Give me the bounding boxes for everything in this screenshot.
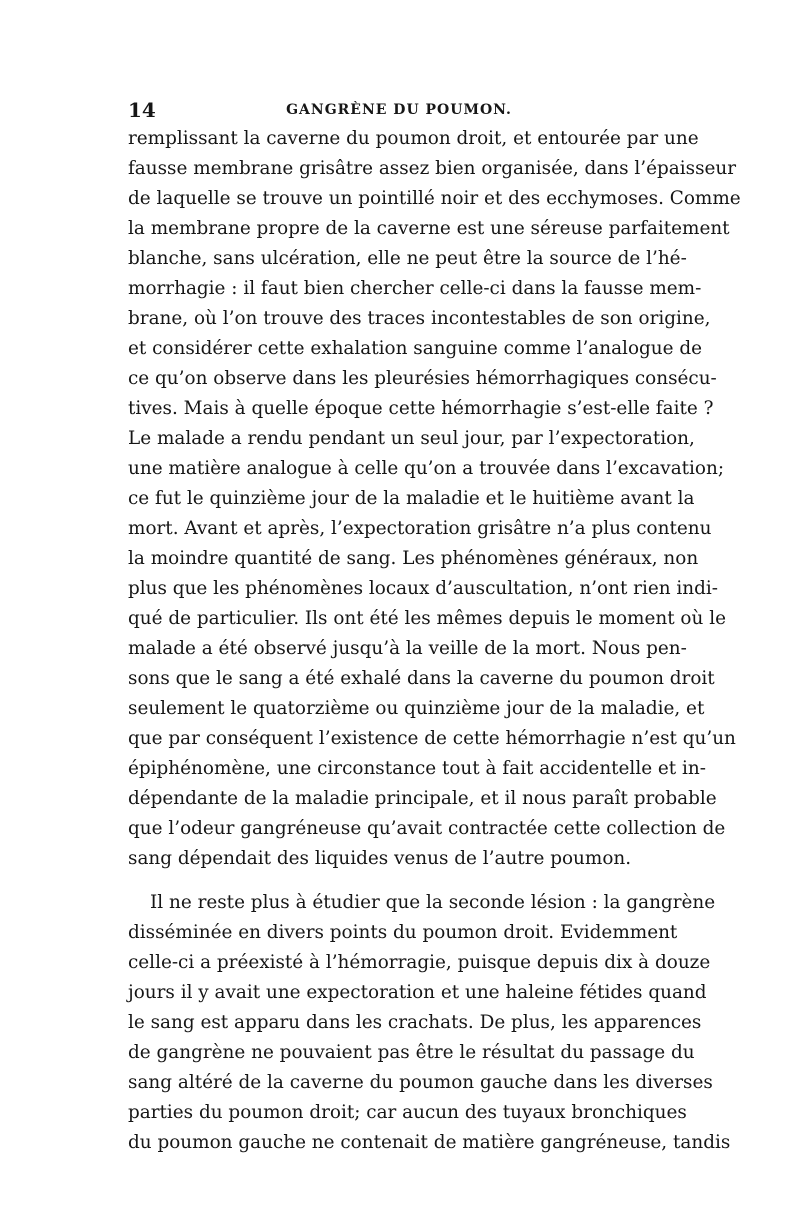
text-line: mort. Avant et après, l’expectoration grisâtre n’a plus contenu bbox=[128, 518, 712, 539]
text-line: seulement le quatorzième ou quinzième jour de la maladie, et bbox=[128, 698, 705, 719]
text-line: morrhagie : il faut bien chercher celle-ci dans la fausse mem- bbox=[128, 278, 702, 299]
text-line: tives. Mais à quelle époque cette hémorrhagie s’est-elle faite ? bbox=[128, 398, 714, 419]
text-line: sang dépendait des liquides venus de l’autre poumon. bbox=[128, 848, 632, 869]
text-line: ce qu’on observe dans les pleurésies hémorrhagiques consécu- bbox=[128, 368, 717, 389]
text-line: brane, où l’on trouve des traces incontestables de son origine, bbox=[128, 308, 711, 329]
body-text bbox=[128, 124, 741, 1158]
running-title: GANGRÈNE DU POUMON. bbox=[286, 102, 512, 118]
text-line: Il ne reste plus à étudier que la seconde lésion : la gangrène bbox=[150, 892, 716, 913]
text-line: sang altéré de la caverne du poumon gauche dans les diverses bbox=[128, 1072, 713, 1093]
text-line: Le malade a rendu pendant un seul jour, par l’expectoration, bbox=[128, 428, 695, 449]
text-line: de laquelle se trouve un pointillé noir et des ecchymoses. Comme bbox=[128, 188, 741, 209]
text-line: que par conséquent l’existence de cette hémorrhagie n’est qu’un bbox=[128, 728, 736, 749]
text-line: blanche, sans ulcération, elle ne peut être la source de l’hé- bbox=[128, 248, 687, 269]
text-line: sons que le sang a été exhalé dans la caverne du poumon droit bbox=[128, 668, 715, 689]
text-line: celle-ci a préexisté à l’hémorragie, puisque depuis dix à douze bbox=[128, 952, 711, 973]
text-line: que l’odeur gangréneuse qu’avait contractée cette collection de bbox=[128, 818, 726, 839]
text-line: remplissant la caverne du poumon droit, et entourée par une bbox=[128, 128, 699, 149]
text-line: parties du poumon droit; car aucun des tuyaux bronchiques bbox=[128, 1102, 687, 1123]
paragraph-gangrene bbox=[128, 888, 731, 1158]
text-line: du poumon gauche ne contenait de matière gangréneuse, tandis bbox=[128, 1132, 731, 1153]
text-line: plus que les phénomènes locaux d’auscultation, n’ont rien indi- bbox=[128, 578, 719, 599]
text-line: une matière analogue à celle qu’on a trouvée dans l’excavation; bbox=[128, 458, 725, 479]
text-line: fausse membrane grisâtre assez bien organisée, dans l’épaisseur bbox=[128, 158, 737, 179]
text-line: ce fut le quinzième jour de la maladie et le huitième avant la bbox=[128, 488, 695, 509]
text-line: disséminée en divers points du poumon droit. Evidemment bbox=[128, 922, 678, 943]
text-line: et considérer cette exhalation sanguine comme l’analogue de bbox=[128, 338, 703, 359]
text-line: malade a été observé jusqu’à la veille de la mort. Nous pen- bbox=[128, 638, 687, 659]
paragraph-hemorrhage bbox=[128, 124, 741, 874]
text-line: qué de particulier. Ils ont été les mêmes depuis le moment où le bbox=[128, 608, 726, 629]
text-line: dépendante de la maladie principale, et il nous paraît probable bbox=[128, 788, 717, 809]
text-line: la membrane propre de la caverne est une séreuse parfaitement bbox=[128, 218, 730, 239]
page-number: 14 bbox=[128, 98, 156, 122]
text-line: de gangrène ne pouvaient pas être le résultat du passage du bbox=[128, 1042, 695, 1063]
text-line: épiphénomène, une circonstance tout à fait accidentelle et in- bbox=[128, 758, 706, 779]
text-line: jours il y avait une expectoration et une haleine fétides quand bbox=[128, 982, 707, 1003]
running-head bbox=[128, 98, 670, 122]
text-line: le sang est apparu dans les crachats. De plus, les apparences bbox=[128, 1012, 702, 1033]
text-line: la moindre quantité de sang. Les phénomènes généraux, non bbox=[128, 548, 699, 569]
